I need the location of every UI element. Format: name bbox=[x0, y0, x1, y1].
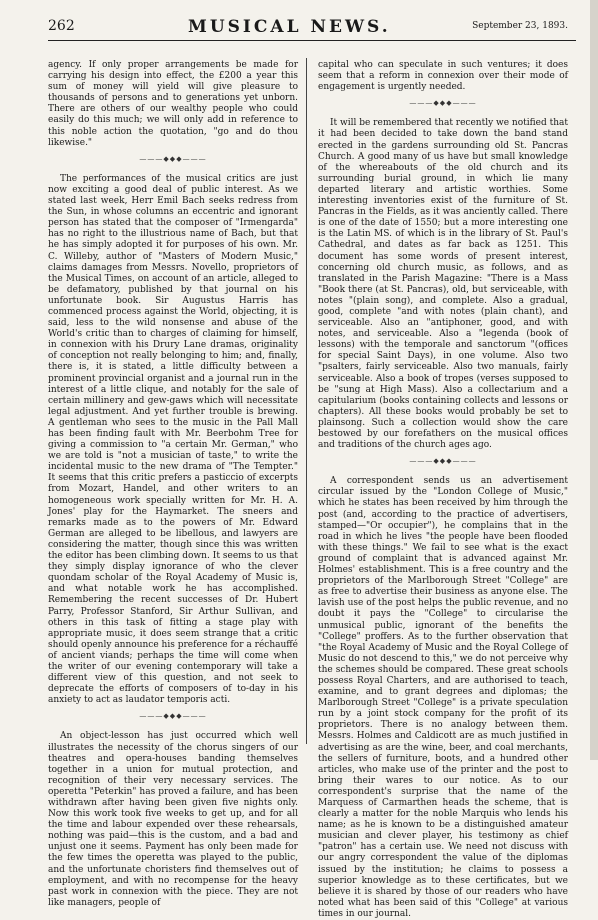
section-ornament: ———◆◆◆——— bbox=[139, 154, 207, 163]
section-ornament: ———◆◆◆——— bbox=[409, 457, 477, 466]
article-paragraph: An object-lesson has just occurred which well illustrates the necessity of the chorus singers of our theatres and opera-houses banding themselves together in a union for mutual protection, and recognition of their very necessary services. The operetta "Peterkin" has proved a failure, and has been withdrawn after having been given five nights only. Now this work took five weeks to get up, and for all the time and labour expended over these rehearsals, nothing was paid—this is the custom, and a bad and unjust one it seems. Payment has only been made for the few times the operetta was played to the public, and the unfortunate choristers find themselves out of employment, and with no recompense for the heavy past work in connexion with the piece. They are not like managers, people of bbox=[48, 731, 298, 908]
section-ornament: ———◆◆◆——— bbox=[409, 99, 477, 108]
right-column bbox=[318, 60, 568, 920]
section-ornament: ———◆◆◆——— bbox=[139, 712, 207, 721]
left-column bbox=[48, 60, 298, 909]
article-paragraph: A correspondent sends us an advertisement circular issued by the "London College of Music," which he states has been received by him through the post (and, according to the practice of advertisers, stamped—"Or occupier"), he complains that in the road in which he lives "the people have been flooded with these things." We fail to see what is the exact ground of complaint that is advanced against Mr. Holmes' establishment. This is a free country and the proprietors of the Marlborough Street "College" are as free to advertise their business as anyone else. The lavish use of the post helps the public revenue, and no doubt it pays the "College" to circularise the unmusical public, ignorant of the benefits the "College" proffers. As to the further observation that "the Royal Academy of Music and the Royal College of Music do not descend to this," we do not perceive why the schemes should be compared. These great schools possess Royal Charters, and are authorised to teach, examine, and to grant degrees and diplomas; the Marlborough Street "College" is a private speculation run by a joint stock company for the profit of its proprietors. There is no analogy between them. Messrs. Holmes and Caldicott are as much justified in advertising as are the wine, beer, and coal merchants, the sellers of furniture, boots, and a hundred other articles, who make use of the printer and the post to bring their wares to our notice. As to our correspondent's surprise that the name of the Marquess of Carmarthen heads the scheme, that is clearly a matter for the noble Marquis who lends his name; as he is known to be a distinguished amateur musician and clever player, his testimony as chief "patron" has a certain use. We need not discuss with our angry correspondent the value of the diplomas issued by the institution; he claims to possess a superior knowledge as to these certificates, but we believe it is shared by those of our readers who have noted what has been said of this "College" at various times in our journal. bbox=[318, 476, 568, 919]
masthead-title: MUSICAL NEWS. bbox=[188, 17, 391, 37]
page-header bbox=[48, 18, 572, 40]
header-rule bbox=[48, 40, 576, 41]
article-paragraph: The performances of the musical critics are just now exciting a good deal of public interest. As we stated last week, Herr Emil Bach seeks redress from the Sun, in whose columns an eccentric and ignorant person has stated that the composer of "Irmengarda" has no right to the illustrious name of Bach, but that he has simply adopted it for purposes of his own. Mr. C. Willeby, author of "Masters of Modern Music," claims damages from Messrs. Novello, proprietors of the Musical Times, on account of an article, alleged to be defamatory, published by that journal on his unfortunate book. Sir Augustus Harris has commenced process against the World, objecting, it is said, less to the wild nonsense and abuse of the World's critic than to charges of claiming for himself, in connexion with his Drury Lane dramas, originality of conception not really belonging to him; and, finally, there is, it is stated, a little difficulty between a prominent provincial organist and a journal run in the interest of a little clique, and notably for the sale of certain millinery and gew-gaws which will necessitate legal adjustment. And yet further trouble is brewing. A gentleman who sees to the music in the Pall Mall has been finding fault with Mr. Beerbohm Tree for giving a commission to "a certain Mr. German," who we are told is "not a musician of taste," to write the incidental music to the new drama of "The Tempter." It seems that this critic prefers a pasticcio of excerpts from Mozart, Handel, and other writers to an homogeneous work specially written for Mr. H. A. Jones' play for the Haymarket. The sneers and remarks made as to the powers of Mr. Edward German are alleged to be libellous, and lawyers are considering the matter, though since this was written the editor has been climbing down. It seems to us that they simply display ignorance of who the clever quondam scholar of the Royal Academy of Music is, and what notable work he has accomplished. Remembering the recent successes of Dr. Hubert Parry, Professor Stanford, Sir Arthur Sullivan, and others in this task of fitting a stage play with appropriate music, it does seem strange that a critic should openly announce his preference for a réchauffé of ancient viands; perhaps the time will come when the writer of our evening contemporary will take a different view of this question, and not seek to deprecate the efforts of composers of to-day in his anxiety to act as laudator temporis acti. bbox=[48, 173, 298, 706]
page-edge-shadow bbox=[590, 0, 598, 760]
article-paragraph: It will be remembered that recently we notified that it had been decided to take down the band stand erected in the gardens surrounding old St. Pancras Church. A good many of us have but small knowledge of the whereabouts of the old church and its surrounding burial ground, in which lie many departed literary and artistic worthies. Some interesting inventories exist of the furniture of St. Pancras in the Fields, as it was anciently called. There is one of the date of 1550; but a more interesting one is the Latin MS. of which is in the library of St. Paul's Cathedral, and dates as far back as 1251. This document has some words of present interest, concerning old church music, as follows, and as translated in the Parish Magazine: "There is a Mass "Book there (at St. Pancras), old, but serviceable, with notes "(plain song), and complete. Also a gradual, good, complete "and with notes (plain chant), and serviceable. Also an "antiphoner, good, and with notes, and serviceable. Also a "legenda (book of lessons) with the temporale and sanctorum "(offices for special Saint Days), in one volume. Also two "psalters, fairly serviceable. Also two manuals, fairly serviceable. Also a book of tropes (verses supposed to be "sung at High Mass). Also a collectarium and a capitularium (books containing collects and lessons or chapters). All these books would probably be set to plainsong. Such a collection would show the care bestowed by our forefathers on the musical offices and traditions of the church ages ago. bbox=[318, 118, 568, 451]
page-number: 262 bbox=[48, 18, 75, 34]
article-paragraph: agency. If only proper arrangements be made for carrying his design into effect, the £200 a year this sum of money will yield will give pleasure to thousands of persons and to generations yet unborn. There are others of our wealthy people who could easily do this much; we will only add in reference to this noble action the quotation, "go and do thou likewise." bbox=[48, 60, 298, 148]
issue-date: September 23, 1893. bbox=[472, 21, 568, 31]
column-divider bbox=[306, 58, 307, 744]
article-paragraph: capital who can speculate in such ventures; it does seem that a reform in connexion over their mode of engagement is urgently needed. bbox=[318, 60, 568, 93]
